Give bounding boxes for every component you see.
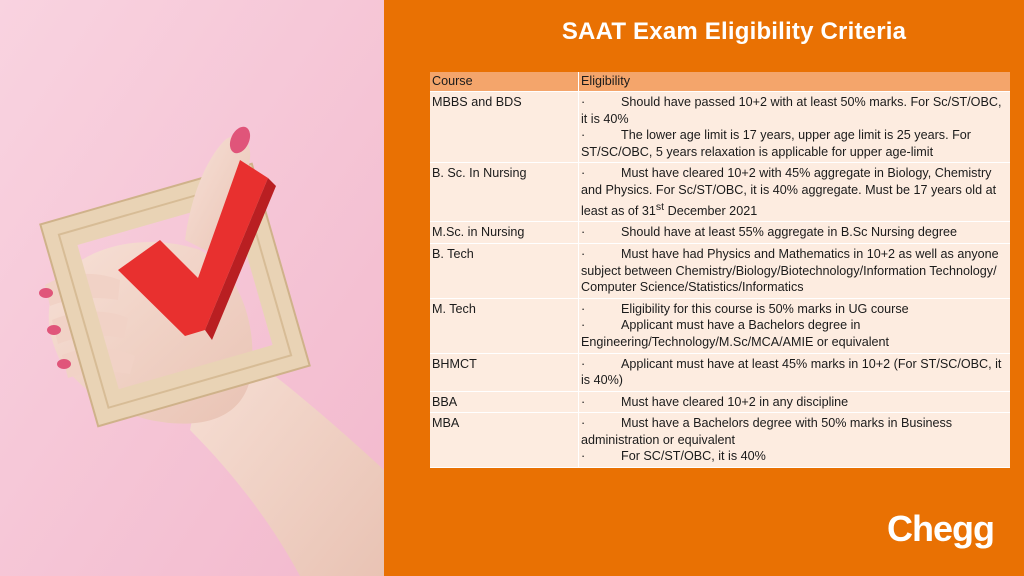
table-row bbox=[430, 163, 1010, 222]
course-cell: M. Tech bbox=[430, 298, 579, 353]
course-cell: B. Sc. In Nursing bbox=[430, 163, 579, 222]
eligibility-line bbox=[581, 356, 1008, 389]
bullet: · bbox=[581, 356, 586, 371]
table-row bbox=[430, 353, 1010, 391]
bullet: · bbox=[581, 128, 586, 143]
eligibility-line bbox=[581, 415, 1008, 448]
table-row bbox=[430, 298, 1010, 353]
eligibility-cell bbox=[579, 92, 1011, 163]
eligibility-text-continued: December 2021 bbox=[664, 203, 758, 218]
table-row bbox=[430, 243, 1010, 298]
bullet: · bbox=[581, 166, 586, 181]
eligibility-cell bbox=[579, 222, 1011, 244]
bullet: · bbox=[581, 246, 586, 261]
column-header-course: Course bbox=[430, 72, 579, 92]
eligibility-text: Applicant must have a Bachelors degree in Engineering/Technology/M.Sc/MCA/AMIE or equivalent bbox=[581, 318, 889, 349]
eligibility-text: Applicant must have at least 45% marks in 10+2 (For ST/SC/OBC, it is 40%) bbox=[581, 356, 1002, 388]
course-cell: BBA bbox=[430, 391, 579, 413]
photo-hand-checkbox bbox=[0, 0, 384, 576]
hand-holding-checkbox-illustration bbox=[0, 0, 384, 576]
bullet: · bbox=[581, 318, 586, 333]
eligibility-text: For SC/ST/OBC, it is 40% bbox=[621, 449, 766, 464]
eligibility-text: Should have passed 10+2 with at least 50% marks. For Sc/ST/OBC, it is 40% bbox=[581, 95, 1002, 126]
eligibility-cell bbox=[579, 298, 1011, 353]
table-header-row bbox=[430, 72, 1010, 92]
bullet: · bbox=[581, 449, 586, 464]
eligibility-text: The lower age limit is 17 years, upper age limit is 25 years. For ST/SC/OBC, 5 years relaxation is applicable for upper age-limit bbox=[581, 128, 971, 159]
eligibility-line bbox=[581, 127, 1008, 160]
eligibility-text: Must have a Bachelors degree with 50% marks in Business administration or equivalent bbox=[581, 416, 953, 447]
column-header-eligibility: Eligibility bbox=[579, 72, 1011, 92]
superscript: st bbox=[655, 200, 665, 213]
bullet: · bbox=[581, 394, 586, 409]
eligibility-text: Must have had Physics and Mathematics in 10+2 as well as anyone subject between Chemistry/Biology/Biotechnology/Information Technology/ Computer Science/Statistics/Informatics bbox=[581, 246, 999, 295]
table-row bbox=[430, 391, 1010, 413]
eligibility-line bbox=[581, 317, 1008, 350]
eligibility-cell bbox=[579, 353, 1011, 391]
page-title: SAAT Exam Eligibility Criteria bbox=[561, 18, 907, 45]
eligibility-text: Should have at least 55% aggregate in B.Sc Nursing degree bbox=[621, 225, 958, 240]
bullet: · bbox=[581, 416, 586, 431]
eligibility-panel bbox=[384, 0, 1024, 576]
eligibility-line bbox=[581, 224, 1008, 241]
eligibility-line bbox=[581, 301, 1008, 318]
eligibility-text: Eligibility for this course is 50% marks in UG course bbox=[621, 301, 909, 316]
table-row bbox=[430, 413, 1010, 468]
eligibility-cell bbox=[579, 391, 1011, 413]
eligibility-text: Must have cleared 10+2 with 45% aggregate in Biology, Chemistry and Physics. For Sc/ST/OBC, it is 40% aggregate. Must be 17 years old at least as of 31 bbox=[581, 166, 997, 218]
bullet: · bbox=[581, 301, 586, 316]
eligibility-line bbox=[581, 246, 1008, 296]
eligibility-table bbox=[430, 72, 1010, 468]
eligibility-line bbox=[581, 165, 1008, 219]
course-cell: M.Sc. in Nursing bbox=[430, 222, 579, 244]
course-cell: MBBS and BDS bbox=[430, 92, 579, 163]
course-cell: MBA bbox=[430, 413, 579, 468]
eligibility-text: Must have cleared 10+2 in any discipline bbox=[621, 394, 849, 409]
course-cell: B. Tech bbox=[430, 243, 579, 298]
table-row bbox=[430, 92, 1010, 163]
eligibility-line bbox=[581, 394, 1008, 411]
eligibility-line bbox=[581, 448, 1008, 465]
course-cell: BHMCT bbox=[430, 353, 579, 391]
bullet: · bbox=[581, 95, 586, 109]
eligibility-cell bbox=[579, 413, 1011, 468]
eligibility-cell bbox=[579, 243, 1011, 298]
chegg-logo: Chegg bbox=[887, 508, 994, 549]
eligibility-line bbox=[581, 94, 1008, 127]
eligibility-cell bbox=[579, 163, 1011, 222]
bullet: · bbox=[581, 225, 586, 240]
table-row bbox=[430, 222, 1010, 244]
